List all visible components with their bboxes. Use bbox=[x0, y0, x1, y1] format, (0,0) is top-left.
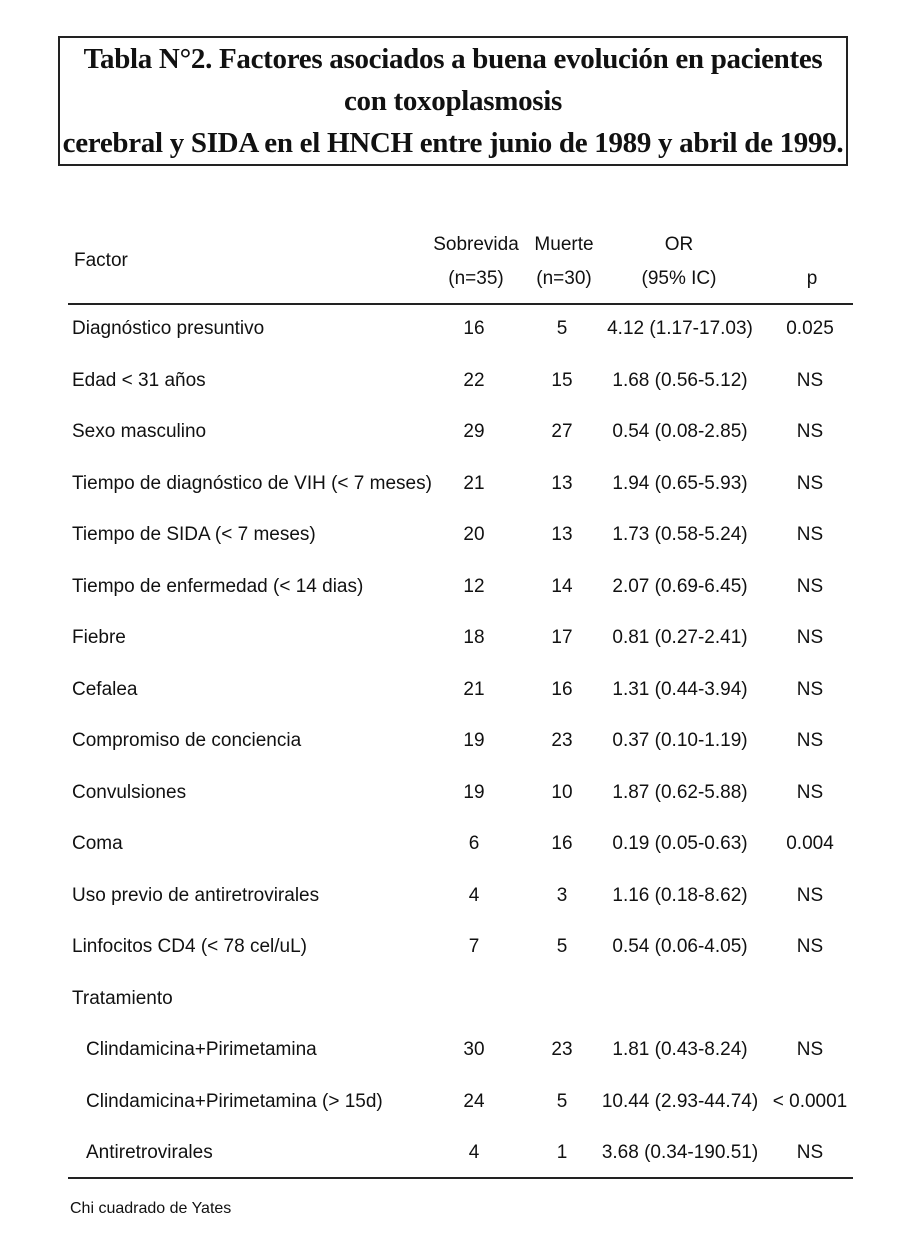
cell-muerte: 1 bbox=[556, 1142, 568, 1163]
header-sobrevida-n: (n=35) bbox=[448, 268, 504, 289]
cell-muerte: 10 bbox=[551, 781, 573, 803]
cell-or: 2.07 (0.69-6.45) bbox=[612, 575, 748, 597]
cell-or: 1.94 (0.65-5.93) bbox=[612, 472, 748, 494]
table-row bbox=[0, 924, 900, 976]
cell-factor: Coma bbox=[72, 833, 123, 854]
cell-sobrevida: 4 bbox=[468, 884, 480, 906]
cell-factor: Tratamiento bbox=[72, 987, 173, 1009]
cell-muerte: 27 bbox=[551, 421, 573, 442]
cell-p: NS bbox=[796, 936, 824, 957]
cell-or: 1.68 (0.56-5.12) bbox=[612, 369, 748, 391]
cell-or: 10.44 (2.93-44.74) bbox=[601, 1090, 759, 1112]
table-row bbox=[0, 358, 900, 410]
cell-sobrevida: 22 bbox=[463, 369, 485, 391]
cell-p: NS bbox=[796, 524, 824, 545]
cell-p: NS bbox=[796, 472, 824, 494]
cell-or: 4.12 (1.17-17.03) bbox=[607, 318, 753, 339]
cell-factor: Tiempo de diagnóstico de VIH (< 7 meses) bbox=[72, 472, 432, 494]
table-row bbox=[0, 821, 900, 873]
cell-or: 3.68 (0.34-190.51) bbox=[601, 1142, 759, 1163]
table-row bbox=[0, 512, 900, 564]
cell-muerte: 5 bbox=[556, 318, 568, 339]
cell-factor: Cefalea bbox=[72, 678, 138, 700]
cell-sobrevida: 24 bbox=[463, 1090, 485, 1112]
cell-factor: Clindamicina+Pirimetamina (> 15d) bbox=[86, 1090, 383, 1112]
cell-muerte: 23 bbox=[551, 1039, 573, 1060]
cell-factor: Uso previo de antiretrovirales bbox=[72, 884, 320, 906]
cell-p: NS bbox=[796, 884, 824, 906]
table-row bbox=[0, 770, 900, 822]
table-row bbox=[0, 615, 900, 667]
table-row bbox=[0, 718, 900, 770]
table-row bbox=[0, 1130, 900, 1182]
cell-muerte: 13 bbox=[551, 472, 573, 494]
cell-factor: Diagnóstico presuntivo bbox=[72, 318, 265, 339]
cell-p: 0.025 bbox=[786, 318, 834, 339]
cell-or: 0.37 (0.10-1.19) bbox=[612, 730, 748, 751]
table-row bbox=[0, 667, 900, 719]
footnote: Chi cuadrado de Yates bbox=[70, 1200, 232, 1217]
cell-p: NS bbox=[796, 781, 824, 803]
cell-p: NS bbox=[796, 369, 824, 391]
table-top-rule bbox=[68, 303, 853, 305]
table-row bbox=[0, 1079, 900, 1131]
cell-p: NS bbox=[796, 1039, 824, 1060]
header-p: p bbox=[806, 268, 818, 289]
cell-factor: Sexo masculino bbox=[72, 421, 207, 442]
table-title-line-1: Tabla N°2. Factores asociados a buena evolución en pacientes con toxoplasmosis bbox=[83, 42, 823, 117]
cell-or: 0.19 (0.05-0.63) bbox=[612, 833, 748, 854]
header-factor: Factor bbox=[74, 250, 128, 271]
cell-factor: Edad < 31 años bbox=[72, 369, 206, 391]
cell-or: 0.54 (0.08-2.85) bbox=[612, 421, 748, 442]
header-or-ci: (95% IC) bbox=[641, 268, 717, 289]
header-sobrevida-label: Sobrevida bbox=[433, 234, 519, 255]
cell-sobrevida: 18 bbox=[463, 627, 485, 648]
table-row bbox=[0, 564, 900, 616]
cell-sobrevida: 4 bbox=[468, 1142, 480, 1163]
cell-factor: Tiempo de SIDA (< 7 meses) bbox=[72, 524, 316, 545]
cell-or: 1.81 (0.43-8.24) bbox=[612, 1039, 748, 1060]
cell-or: 1.31 (0.44-3.94) bbox=[612, 678, 748, 700]
cell-sobrevida: 7 bbox=[468, 936, 480, 957]
cell-sobrevida: 19 bbox=[463, 730, 485, 751]
cell-sobrevida: 21 bbox=[463, 678, 485, 700]
cell-factor: Compromiso de conciencia bbox=[72, 730, 302, 751]
cell-factor: Fiebre bbox=[72, 627, 126, 648]
cell-muerte: 23 bbox=[551, 730, 573, 751]
cell-muerte: 17 bbox=[551, 627, 573, 648]
cell-p: NS bbox=[796, 730, 824, 751]
cell-muerte: 15 bbox=[551, 369, 573, 391]
cell-factor: Tiempo de enfermedad (< 14 dias) bbox=[72, 575, 364, 597]
cell-muerte: 3 bbox=[556, 884, 568, 906]
table-body bbox=[0, 306, 900, 1182]
header-muerte-n: (n=30) bbox=[536, 268, 592, 289]
cell-factor: Clindamicina+Pirimetamina bbox=[86, 1039, 317, 1060]
table-row bbox=[0, 306, 900, 358]
cell-muerte: 5 bbox=[556, 1090, 568, 1112]
cell-or: 1.16 (0.18-8.62) bbox=[612, 884, 748, 906]
cell-p: NS bbox=[796, 421, 824, 442]
table-row bbox=[0, 409, 900, 461]
cell-sobrevida: 12 bbox=[463, 575, 485, 597]
cell-muerte: 5 bbox=[556, 936, 568, 957]
header-or-label: OR bbox=[664, 234, 694, 255]
cell-muerte: 16 bbox=[551, 833, 573, 854]
cell-or: 1.87 (0.62-5.88) bbox=[612, 781, 748, 803]
cell-p: NS bbox=[796, 1142, 824, 1163]
header-or bbox=[619, 228, 739, 296]
cell-or: 1.73 (0.58-5.24) bbox=[612, 524, 748, 545]
table-row bbox=[0, 1027, 900, 1079]
cell-muerte: 16 bbox=[551, 678, 573, 700]
cell-p: 0.004 bbox=[786, 833, 834, 854]
table-row bbox=[0, 976, 900, 1028]
table-row bbox=[0, 873, 900, 925]
cell-p: NS bbox=[796, 575, 824, 597]
table-row bbox=[0, 461, 900, 513]
header-muerte bbox=[504, 228, 624, 296]
cell-factor: Linfocitos CD4 (< 78 cel/uL) bbox=[72, 936, 307, 957]
header-muerte-label: Muerte bbox=[534, 234, 594, 255]
cell-factor: Convulsiones bbox=[72, 781, 187, 803]
cell-factor: Antiretrovirales bbox=[86, 1142, 213, 1163]
table-title-box bbox=[58, 36, 848, 166]
cell-sobrevida: 19 bbox=[463, 781, 485, 803]
cell-sobrevida: 20 bbox=[463, 524, 485, 545]
cell-p: NS bbox=[796, 678, 824, 700]
cell-sobrevida: 21 bbox=[463, 472, 485, 494]
cell-muerte: 14 bbox=[551, 575, 573, 597]
cell-sobrevida: 29 bbox=[463, 421, 485, 442]
cell-muerte: 13 bbox=[551, 524, 573, 545]
table-bottom-rule bbox=[68, 1177, 853, 1179]
cell-sobrevida: 30 bbox=[463, 1039, 485, 1060]
cell-sobrevida: 6 bbox=[468, 833, 480, 854]
cell-sobrevida: 16 bbox=[463, 318, 485, 339]
cell-or: 0.81 (0.27-2.41) bbox=[612, 627, 748, 648]
table-title-line-2: cerebral y SIDA en el HNCH entre junio de 1989 y abril de 1999. bbox=[62, 127, 844, 160]
cell-or: 0.54 (0.06-4.05) bbox=[612, 936, 748, 957]
cell-p: NS bbox=[796, 627, 824, 648]
cell-p: < 0.0001 bbox=[772, 1090, 848, 1112]
